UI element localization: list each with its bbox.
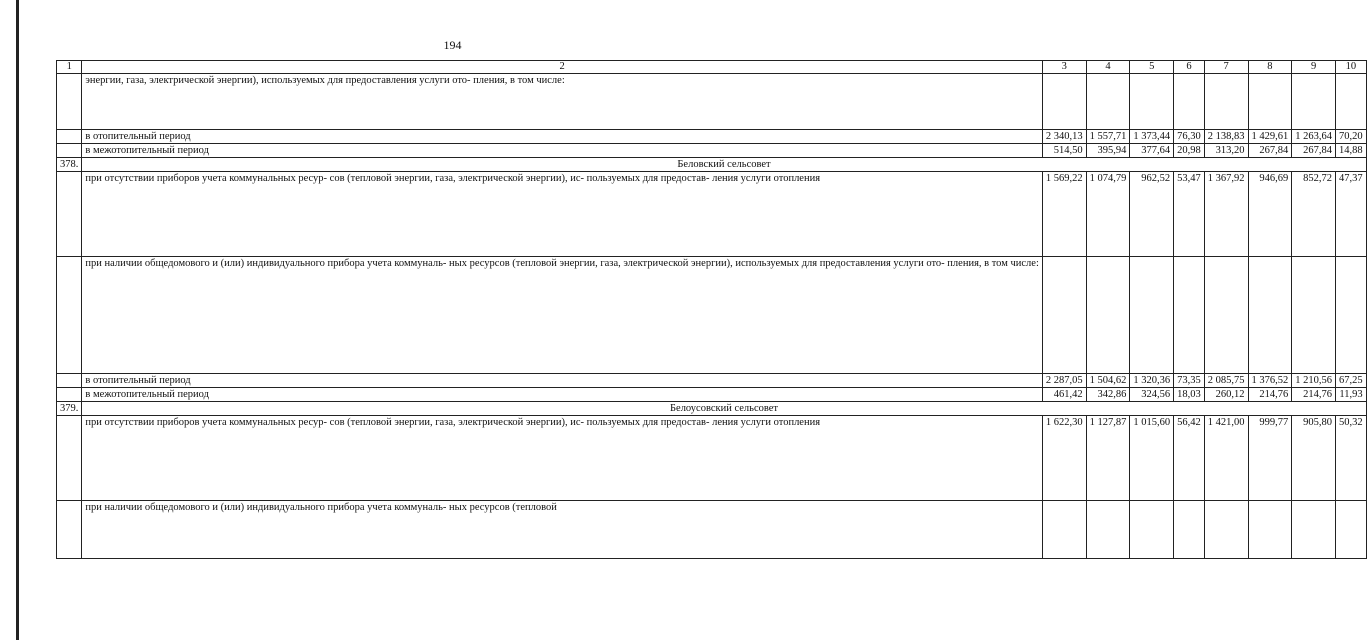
row-number-cell — [57, 172, 82, 257]
value-cell — [1292, 257, 1336, 374]
value-cell: 946,69 — [1248, 172, 1292, 257]
column-header: 4 — [1086, 61, 1130, 74]
column-header: 6 — [1174, 61, 1205, 74]
value-cell — [1086, 257, 1130, 374]
value-cell: 1 557,71 — [1086, 130, 1130, 144]
value-cell: 514,50 — [1042, 144, 1086, 158]
value-cell: 1 376,52 — [1248, 374, 1292, 388]
row-number-cell — [57, 501, 82, 559]
value-cell: 47,37 — [1336, 172, 1367, 257]
row-number-cell — [57, 388, 82, 402]
value-cell: 67,25 — [1336, 374, 1367, 388]
value-cell: 53,47 — [1174, 172, 1205, 257]
value-cell: 267,84 — [1292, 144, 1336, 158]
column-header: 2 — [82, 61, 1043, 74]
value-cell — [1336, 257, 1367, 374]
value-cell: 56,42 — [1174, 416, 1205, 501]
row-label: в отопительный период — [82, 374, 1043, 388]
table-row — [57, 257, 1367, 374]
row-description: при отсутствии приборов учета коммунальных ресур- сов (тепловой энергии, газа, электрической энергии), ис- пользуемых для предостав- ления услуги отопления — [82, 416, 1043, 501]
value-cell: 2 287,05 — [1042, 374, 1086, 388]
value-cell: 1 015,60 — [1130, 416, 1174, 501]
value-cell: 11,93 — [1336, 388, 1367, 402]
value-cell: 1 263,64 — [1292, 130, 1336, 144]
section-header-row — [57, 402, 1367, 416]
row-description: энергии, газа, электрической энергии), используемых для предоставления услуги ото- пления, в том числе: — [82, 74, 1043, 130]
section-name: Беловский сельсовет — [82, 158, 1366, 172]
row-number-cell — [57, 144, 82, 158]
section-number: 378. — [57, 158, 82, 172]
table-row — [57, 416, 1367, 501]
table-row — [57, 388, 1367, 402]
section-header-row — [57, 158, 1367, 172]
value-cell: 73,35 — [1174, 374, 1205, 388]
row-description: при отсутствии приборов учета коммунальных ресур- сов (тепловой энергии, газа, электрической энергии), ис- пользуемых для предостав- ления услуги отопления — [82, 172, 1043, 257]
value-cell: 76,30 — [1174, 130, 1205, 144]
table-row — [57, 144, 1367, 158]
value-cell: 324,56 — [1130, 388, 1174, 402]
value-cell — [1204, 74, 1248, 130]
value-cell: 999,77 — [1248, 416, 1292, 501]
continuation-row — [57, 74, 1367, 130]
row-number-cell — [57, 374, 82, 388]
value-cell: 1 367,92 — [1204, 172, 1248, 257]
value-cell: 20,98 — [1174, 144, 1205, 158]
value-cell: 852,72 — [1292, 172, 1336, 257]
row-description: при наличии общедомового и (или) индивидуального прибора учета коммуналь- ных ресурсов (тепловой энергии, газа, электрической энергии), используемых для предоставления услуги ото- пления, в том числе: — [82, 257, 1043, 374]
value-cell — [1130, 74, 1174, 130]
value-cell: 377,64 — [1130, 144, 1174, 158]
value-cell: 962,52 — [1130, 172, 1174, 257]
value-cell: 1 504,62 — [1086, 374, 1130, 388]
value-cell: 313,20 — [1204, 144, 1248, 158]
value-cell: 1 622,30 — [1042, 416, 1086, 501]
table-row — [57, 172, 1367, 257]
column-header: 5 — [1130, 61, 1174, 74]
row-label: в межотопительный период — [82, 388, 1043, 402]
value-cell: 1 429,61 — [1248, 130, 1292, 144]
value-cell: 905,80 — [1292, 416, 1336, 501]
value-cell: 214,76 — [1292, 388, 1336, 402]
tariff-table — [56, 60, 1367, 559]
section-name: Белоусовский сельсовет — [82, 402, 1366, 416]
page-left-edge — [16, 0, 19, 640]
row-number-cell — [57, 130, 82, 144]
value-cell — [1204, 257, 1248, 374]
value-cell — [1086, 74, 1130, 130]
row-description: при наличии общедомового и (или) индивидуального прибора учета коммуналь- ных ресурсов (тепловой — [82, 501, 1043, 559]
value-cell — [1204, 501, 1248, 559]
value-cell — [1248, 257, 1292, 374]
value-cell: 1 210,56 — [1292, 374, 1336, 388]
page-number: 194 — [443, 38, 462, 52]
value-cell — [1174, 74, 1205, 130]
value-cell: 267,84 — [1248, 144, 1292, 158]
value-cell — [1042, 501, 1086, 559]
value-cell: 1 569,22 — [1042, 172, 1086, 257]
section-number: 379. — [57, 402, 82, 416]
column-header: 10 — [1336, 61, 1367, 74]
value-cell: 342,86 — [1086, 388, 1130, 402]
value-cell — [1292, 74, 1336, 130]
value-cell: 1 373,44 — [1130, 130, 1174, 144]
value-cell — [1336, 501, 1367, 559]
column-header: 9 — [1292, 61, 1336, 74]
row-label: в межотопительный период — [82, 144, 1043, 158]
row-number-cell — [57, 74, 82, 130]
column-header: 8 — [1248, 61, 1292, 74]
table-row — [57, 374, 1367, 388]
table-row — [57, 130, 1367, 144]
table-row — [57, 501, 1367, 559]
column-header: 7 — [1204, 61, 1248, 74]
value-cell: 260,12 — [1204, 388, 1248, 402]
value-cell — [1248, 74, 1292, 130]
value-cell: 1 421,00 — [1204, 416, 1248, 501]
value-cell — [1336, 74, 1367, 130]
value-cell — [1130, 257, 1174, 374]
value-cell: 18,03 — [1174, 388, 1205, 402]
value-cell — [1042, 74, 1086, 130]
column-header: 1 — [57, 61, 82, 74]
value-cell: 461,42 — [1042, 388, 1086, 402]
value-cell: 2 085,75 — [1204, 374, 1248, 388]
row-label: в отопительный период — [82, 130, 1043, 144]
row-number-cell — [57, 416, 82, 501]
row-number-cell — [57, 257, 82, 374]
value-cell — [1042, 257, 1086, 374]
value-cell — [1248, 501, 1292, 559]
value-cell — [1292, 501, 1336, 559]
header-row — [57, 61, 1367, 74]
value-cell: 1 074,79 — [1086, 172, 1130, 257]
value-cell: 14,88 — [1336, 144, 1367, 158]
value-cell — [1174, 501, 1205, 559]
value-cell: 2 138,83 — [1204, 130, 1248, 144]
value-cell: 214,76 — [1248, 388, 1292, 402]
value-cell — [1174, 257, 1205, 374]
value-cell: 1 127,87 — [1086, 416, 1130, 501]
value-cell: 1 320,36 — [1130, 374, 1174, 388]
column-header: 3 — [1042, 61, 1086, 74]
value-cell — [1086, 501, 1130, 559]
value-cell: 70,20 — [1336, 130, 1367, 144]
value-cell: 2 340,13 — [1042, 130, 1086, 144]
value-cell: 50,32 — [1336, 416, 1367, 501]
value-cell: 395,94 — [1086, 144, 1130, 158]
value-cell — [1130, 501, 1174, 559]
